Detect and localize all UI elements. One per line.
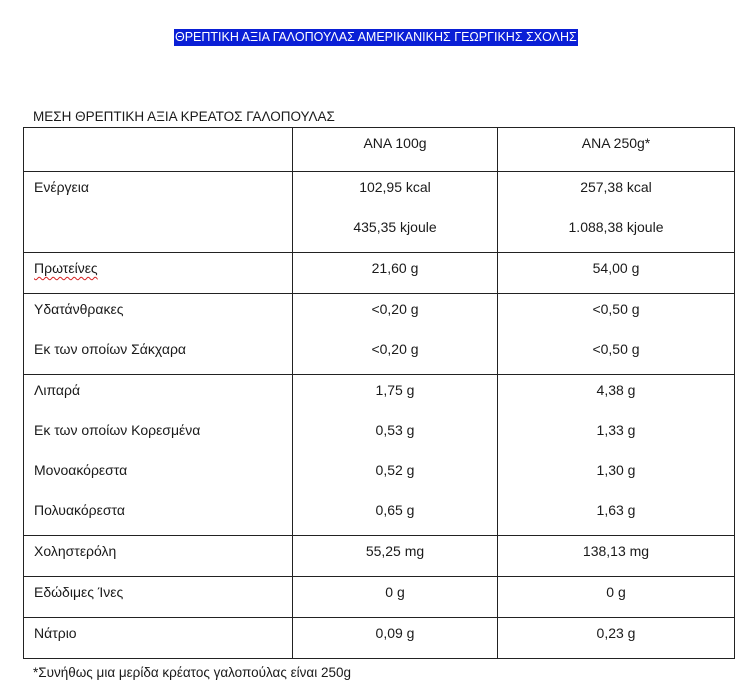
per100-value: <0,20 g bbox=[371, 341, 419, 357]
per250-cell bbox=[498, 375, 735, 536]
per100-value: 1,75 g bbox=[375, 382, 415, 398]
per100-value: 102,95 kcal bbox=[359, 179, 431, 195]
per100-value: 435,35 kjoule bbox=[353, 219, 437, 235]
per250-value: 0,23 g bbox=[596, 625, 636, 641]
table-row-protein bbox=[24, 253, 735, 294]
row-label: Εκ των οποίων Κορεσμένα bbox=[34, 422, 201, 438]
per100-cell bbox=[293, 577, 498, 618]
per100-cell bbox=[293, 253, 498, 294]
table-row-fiber bbox=[24, 577, 735, 618]
row-label: Λιπαρά bbox=[34, 382, 81, 398]
per250-value: 138,13 mg bbox=[582, 543, 650, 559]
table-row-carbohydrates bbox=[24, 294, 735, 375]
table-caption: ΜΕΣΗ ΘΡΕΠΤΙΚΗ ΑΞΙΑ ΚΡΕΑΤΟΣ ΓΑΛΟΠΟΥΛΑΣ bbox=[33, 109, 335, 124]
per250-cell bbox=[498, 294, 735, 375]
per250-value: 0 g bbox=[606, 584, 626, 600]
per250-value: 4,38 g bbox=[596, 382, 636, 398]
row-label: Εδώδιμες Ίνες bbox=[34, 584, 124, 600]
per250-value: <0,50 g bbox=[592, 301, 640, 317]
label-cell bbox=[24, 172, 293, 253]
table-header-row bbox=[24, 128, 735, 172]
row-label: Χοληστερόλη bbox=[34, 543, 117, 559]
per100-value: 55,25 mg bbox=[365, 543, 425, 559]
row-label: Νάτριο bbox=[34, 625, 77, 641]
row-label: Εκ των οποίων Σάκχαρα bbox=[34, 341, 187, 357]
per250-cell bbox=[498, 536, 735, 577]
table-row-fats bbox=[24, 375, 735, 536]
label-cell bbox=[24, 577, 293, 618]
document-title: ΘΡΕΠΤΙΚΗ ΑΞΙΑ ΓΑΛΟΠΟΥΛΑΣ ΑΜΕΡΙΚΑΝΙΚΗΣ ΓΕΩΡΓΙΚΗΣ ΣΧΟΛΗΣ bbox=[175, 30, 577, 44]
per100-cell bbox=[293, 536, 498, 577]
label-cell bbox=[24, 253, 293, 294]
per100-value: 21,60 g bbox=[371, 260, 419, 276]
table-row-cholesterol bbox=[24, 536, 735, 577]
table-row-sodium bbox=[24, 618, 735, 659]
label-cell bbox=[24, 375, 293, 536]
table-row-energy bbox=[24, 172, 735, 253]
per100-value: <0,20 g bbox=[371, 301, 419, 317]
per250-value: 1.088,38 kjoule bbox=[568, 219, 664, 235]
per100-value: 0,09 g bbox=[375, 625, 415, 641]
header-cell-per100: ΑΝΑ 100g bbox=[293, 128, 498, 172]
header-cell-empty bbox=[24, 128, 293, 172]
per250-value: 1,33 g bbox=[596, 422, 636, 438]
per250-value: 1,63 g bbox=[596, 502, 636, 518]
row-label: Πρωτείνες bbox=[34, 260, 98, 276]
per100-value: 0,52 g bbox=[375, 462, 415, 478]
per100-cell bbox=[293, 618, 498, 659]
per250-value: 54,00 g bbox=[592, 260, 640, 276]
per250-cell bbox=[498, 253, 735, 294]
row-label: Μονοακόρεστα bbox=[34, 462, 128, 478]
serving-footnote: *Συνήθως μια μερίδα κρέατος γαλοπούλας είναι 250g bbox=[33, 665, 351, 680]
label-cell bbox=[24, 536, 293, 577]
row-label bbox=[24, 212, 292, 252]
per100-value: 0,53 g bbox=[375, 422, 415, 438]
nutrition-table bbox=[23, 127, 735, 659]
header-cell-per250: ΑΝΑ 250g* bbox=[498, 128, 735, 172]
per250-cell bbox=[498, 618, 735, 659]
per100-value: 0,65 g bbox=[375, 502, 415, 518]
row-label: Πολυακόρεστα bbox=[34, 502, 125, 518]
per250-value: 1,30 g bbox=[596, 462, 636, 478]
label-cell bbox=[24, 294, 293, 375]
per250-value: 257,38 kcal bbox=[580, 179, 652, 195]
per100-cell bbox=[293, 172, 498, 253]
label-cell bbox=[24, 618, 293, 659]
per250-cell bbox=[498, 172, 735, 253]
per250-cell bbox=[498, 577, 735, 618]
row-label: Ενέργεια bbox=[34, 179, 89, 195]
per100-cell bbox=[293, 294, 498, 375]
per250-value: <0,50 g bbox=[592, 341, 640, 357]
per100-value: 0 g bbox=[385, 584, 405, 600]
row-label: Υδατάνθρακες bbox=[34, 301, 124, 317]
per100-cell bbox=[293, 375, 498, 536]
